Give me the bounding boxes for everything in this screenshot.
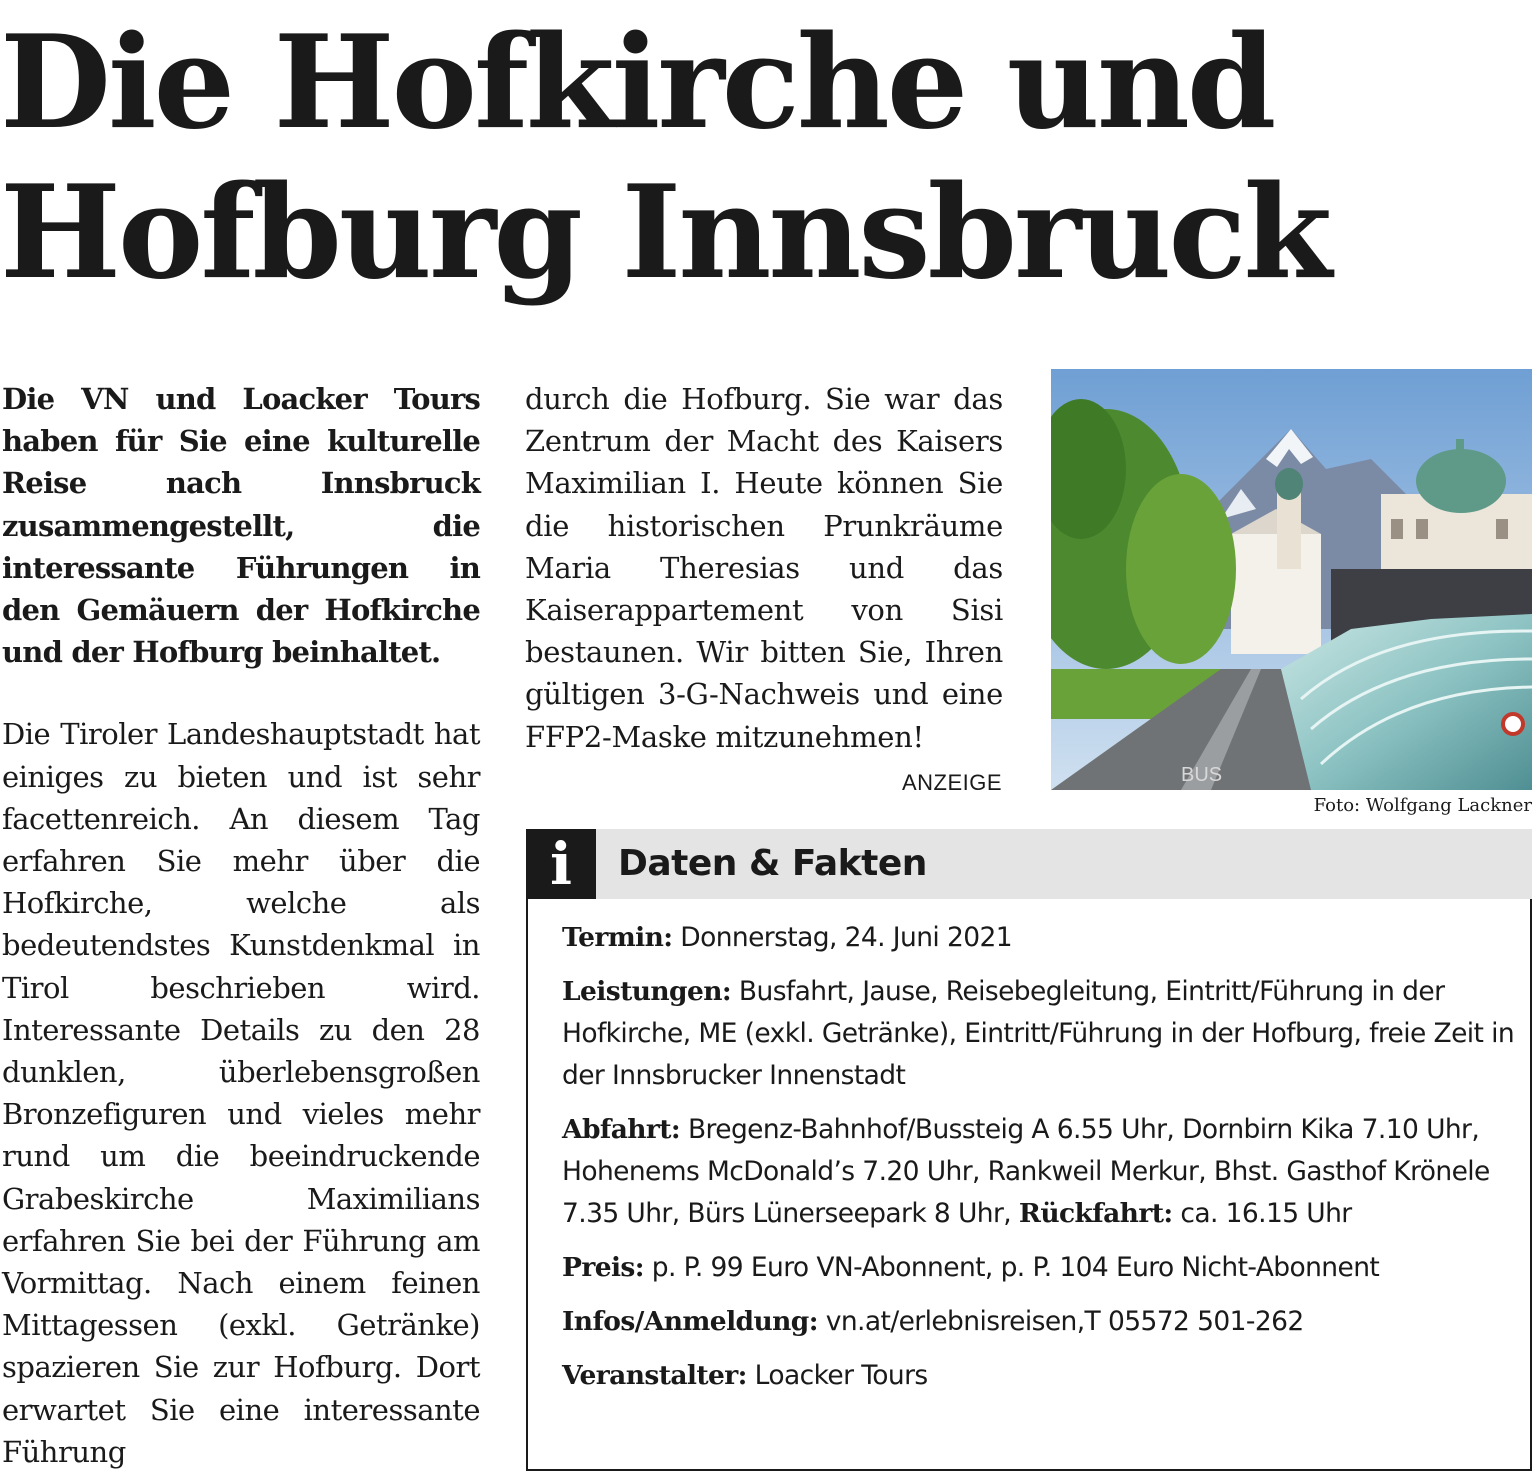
road-bus-marking: BUS bbox=[1181, 764, 1223, 786]
fact-leistungen-label: Leistungen: bbox=[562, 976, 732, 1007]
photo-credit: Foto: Wolfgang Lackner bbox=[1313, 795, 1532, 816]
info-icon: i bbox=[526, 829, 596, 899]
facts-box bbox=[526, 829, 1532, 1471]
fact-preis-value: p. P. 99 Euro VN-Abonnent, p. P. 104 Euro Nicht-Abonnent bbox=[651, 1252, 1380, 1283]
fact-infos bbox=[562, 1301, 1528, 1343]
fact-abfahrt-label: Abfahrt: bbox=[562, 1114, 681, 1145]
facts-header bbox=[526, 829, 1532, 899]
lead-paragraph: Die VN und Loacker Tours haben für Sie eine kulturelle Reise nach Innsbruck zusammengestellt, die interessante Führungen in den Gemäuern der Hofkirche und der Hofburg beinhaltet. bbox=[2, 382, 480, 670]
fact-veranstalter-label: Veranstalter: bbox=[562, 1360, 747, 1391]
fact-veranstalter bbox=[562, 1355, 1528, 1397]
fact-rueckfahrt-value: ca. 16.15 Uhr bbox=[1180, 1198, 1352, 1229]
body-paragraph-left: Die Tiroler Landeshauptstadt hat einiges zu bieten und ist sehr facettenreich. An diesem Tag erfahren Sie mehr über die Hofkirche, welche als bedeutendstes Kunstdenkmal in Tirol beschrieben wird. Interessante Details zu den 28 dunklen, überlebensgroßen Bronzefiguren und vieles mehr rund um die beeindruckende Grabeskirche Maximilians erfahren Sie bei der Führung am Vormittag. Nach einem feinen Mittagessen (exkl. Getränke) spazieren Sie zur Hofburg. Dort erwartet Sie eine interessante Führung bbox=[2, 717, 480, 1469]
article-column-left bbox=[2, 378, 480, 1473]
facts-list bbox=[562, 917, 1528, 1409]
fact-termin-value: Donnerstag, 24. Juni 2021 bbox=[680, 922, 1013, 953]
fact-preis bbox=[562, 1247, 1528, 1289]
article-column-middle bbox=[525, 378, 1003, 758]
fact-abfahrt-value: Bregenz-Bahnhof/Bussteig A 6.55 Uhr, Dornbirn Kika 7.10 Uhr, Hohenems McDonald’s 7.20 Uhr, Rankweil Merkur, Bhst. Gasthof Krönele 7.35 Uhr, Bürs Lünerseepark 8 Uhr, bbox=[562, 1114, 1490, 1229]
headline-line-2: Hofburg Innsbruck bbox=[0, 158, 1330, 308]
fact-veranstalter-value: Loacker Tours bbox=[754, 1360, 928, 1391]
fact-infos-value: vn.at/erlebnisreisen,T 05572 501-262 bbox=[825, 1306, 1304, 1337]
headline bbox=[0, 8, 1532, 308]
innsbruck-photo-illustration bbox=[1051, 369, 1532, 790]
fact-termin bbox=[562, 917, 1528, 959]
fact-rueckfahrt-label: Rückfahrt: bbox=[1018, 1198, 1173, 1229]
headline-line-1: Die Hofkirche und bbox=[0, 8, 1274, 158]
fact-infos-label: Infos/Anmeldung: bbox=[562, 1306, 818, 1337]
fact-leistungen-value: Busfahrt, Jause, Reisebegleitung, Eintritt/Führung in der Hofkirche, ME (exkl. Getränke), Eintritt/Führung in der Hofburg, freie Zeit in der Innsbrucker Innenstadt bbox=[562, 976, 1515, 1091]
innsbruck-photo bbox=[1051, 369, 1532, 790]
ad-label: ANZEIGE bbox=[902, 770, 1003, 795]
fact-preis-label: Preis: bbox=[562, 1252, 644, 1283]
fact-termin-label: Termin: bbox=[562, 922, 673, 953]
facts-title: Daten & Fakten bbox=[618, 843, 927, 884]
fact-leistungen bbox=[562, 971, 1528, 1097]
body-paragraph-middle: durch die Hofburg. Sie war das Zentrum der Macht des Kaisers Maximilian I. Heute können Sie die historischen Prunkräume Maria Theresias und das Kaiserappartement von Sisi bestaunen. Wir bitten Sie, Ihren gültigen 3-G-Nachweis und eine FFP2-Maske mitzunehmen! bbox=[525, 382, 1003, 754]
fact-abfahrt bbox=[562, 1109, 1528, 1235]
